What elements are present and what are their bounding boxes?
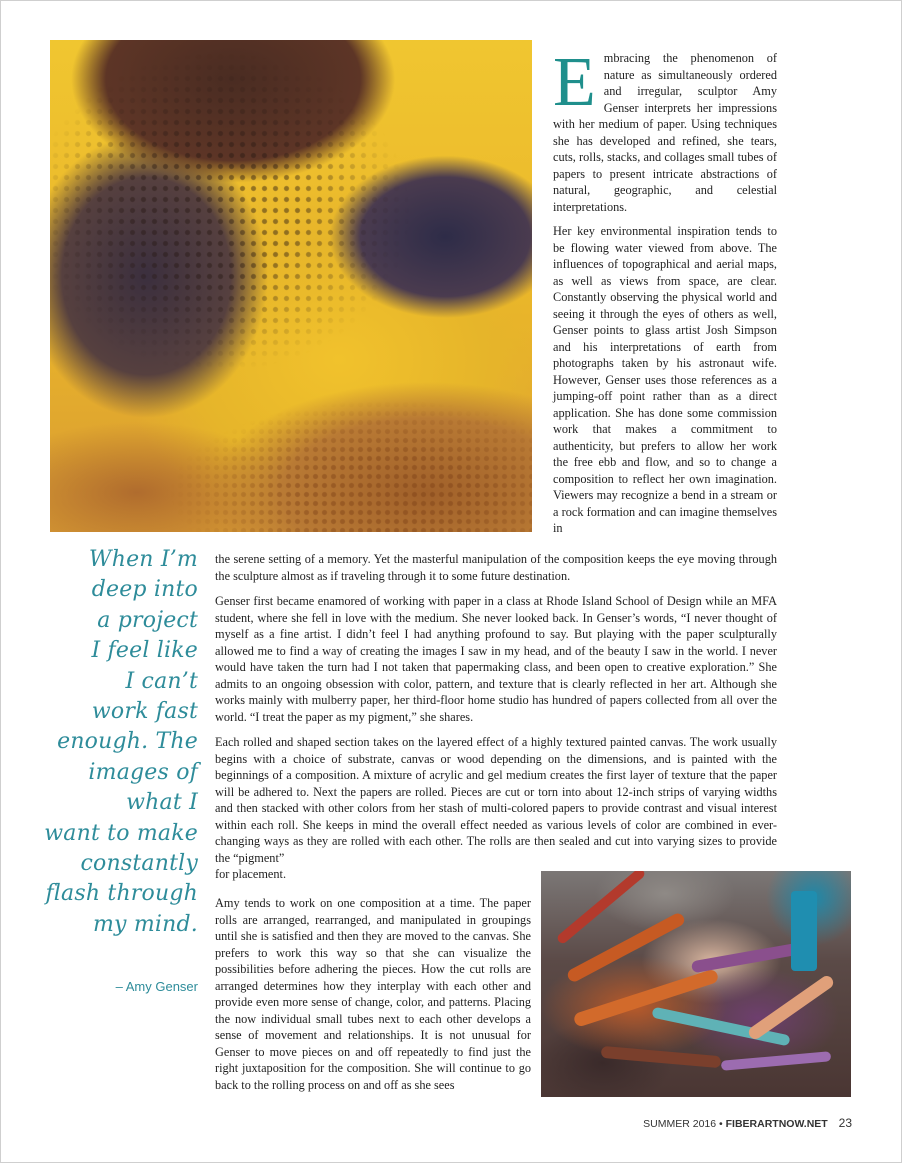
hero-artwork-image [50,40,532,532]
article-column-right [553,44,777,545]
paper-tube [791,891,817,971]
pull-quote-attribution: – Amy Genser [115,979,198,994]
pull-quote-line: When I’m [88,547,198,572]
paragraph-process [215,734,777,883]
pull-quote-line: work fast [91,699,198,725]
pull-quote [42,545,198,940]
drop-cap: E [553,44,596,121]
paragraph-inspiration: Her key environmental inspiration tends to be flowing water viewed from above. The influences of topographical and aerial maps, as well as views from space, are clear. Constantly observing the physical world and seeing it through the eyes of others as well, Genser points to glass artist Josh Simpson and his interpretations of earth from photographs taken by his astronaut wife. However, Genser uses those references as a jumping-off point rather than as a direct application. She has done some commission work that makes a commitment to authenticity, but prefers to allow her work the free ebb and flow, and so to change a composition to reflect her own imagination. Viewers may recognize a bend in a stream or a rock formation and can imagine themselves in [553,224,777,535]
footer-site: FIBERARTNOW.NET [725,1118,828,1130]
paragraph-process-text: Each rolled and shaped section takes on the layered effect of a highly textured painted canvas. The work usually begins with a choice of substrate, canvas or wood depending on the dimensions, and is painted with the beginnings of a composition. A mixture of acrylic and gel medium creates the first layer of texture that the paper will be adhered to. Next the papers are rolled. Pieces are cut or torn into about 12-inch strips of varying widths and then stacked with other colors from her stash of multi-colored papers to provide contrast and visual interest within each roll. She keeps in mind the overall effect needed as various levels of color are combined in ever-changing ways as they are rolled with each other. The rolls are then sealed and cut into varying sizes to provide the “pigment” [215,735,777,865]
paragraph-origins: Genser first became enamored of working with paper in a class at Rhode Island School of Design while an MFA student, where she fell in love with the medium. She never looked back. In Genser’s words, “I never thought of myself as a fine artist. I didn’t feel I had anything profound to say. But playing with the paper sculpturally allowed me to find a way of creating the images I saw in my head, and of the beauty I saw in the world. I never would have taken the turn had I not taken that papermaking class, and been open to creative exploration.” She admits to an ongoing obsession with color, pattern, and texture that is clearly reflected in her art. Although she works mainly with mulberry paper, her third-floor home studio has hundred of papers collected from all over the world. “I treat the paper as my pigment,” she shares. [215,594,777,724]
article-column-lower [215,895,531,1093]
pull-quote-line: a project [97,607,198,633]
page-number: 23 [838,1116,852,1130]
intro-paragraph [553,44,777,215]
paragraph-continuation: the serene setting of a memory. Yet the masterful manipulation of the composition keeps the eye moving through the sculpture almost as if traveling through it to some future destination. [215,552,777,583]
pull-quote-line: constantly [80,851,198,877]
pull-quote-line: images of [88,759,198,785]
paper-roll [556,871,647,945]
paragraph-process-tail: for placement. [215,867,287,881]
pull-quote-line: deep into [91,577,198,603]
pull-quote-line: what I [126,790,198,816]
pull-quote-line: I can’t [125,668,198,694]
pull-quote-line: want to make [44,820,198,846]
pull-quote-line: flash through [45,881,198,907]
intro-text: mbracing the phenomenon of nature as simultaneously ordered and irregular, sculptor Amy Genser interprets her impressions with her medium of paper. Using techniques she has developed and refined, she tears, cuts, rolls, stacks, and collages small tubes of papers to present intricate abstractions of natural, geographic, and celestial interpretations. [553,51,777,214]
footer-separator: • [719,1118,723,1130]
footer-issue: SUMMER 2016 [643,1118,717,1130]
paragraph-composition: Amy tends to work on one composition at a time. The paper rolls are arranged, rearranged, and manipulated in groupings until she is satisfied and then they are moved to the canvas. She prefers to work this way so that she can visualize the possibilities before adhering the pieces. How the cut rolls are arranged determines how they interplay with each other and provide even more sense of change, color, and patterns. Placing the now individual small tubes next to each other develops a sense of movement and relationships. It is not unusual for Genser to move pieces on and off repeatedly to find just the right juxtaposition for the composition. She will continue to go back to the rolling process on and off as she sees [215,896,531,1092]
article-column-main [215,551,777,892]
pull-quote-line: enough. The [57,729,198,755]
paper-rolls-photo [541,871,851,1097]
page-footer [600,1116,852,1130]
pull-quote-line: I feel like [91,638,198,664]
artwork-texture-amber [50,40,532,532]
paper-roll [721,1051,831,1071]
paper-roll [601,1046,722,1068]
paper-roll [746,973,835,1041]
pull-quote-line: my mind. [92,911,198,937]
